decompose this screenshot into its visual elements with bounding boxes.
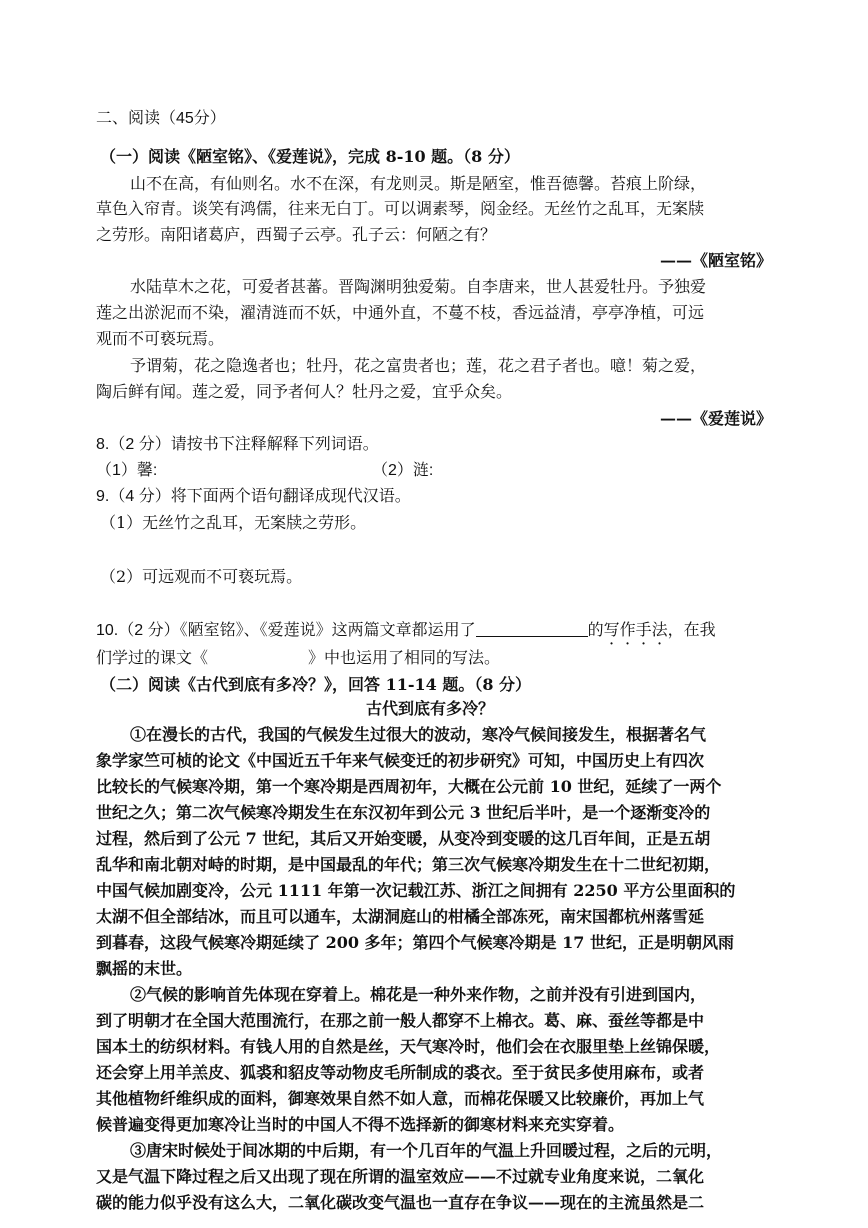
question-10-emphasis: 写作手法 — [603, 622, 668, 639]
article-line: 其他植物纤维织成的面料，御寒效果自然不如人意，而棉花保暖又比较廉价，再加上气 — [96, 1089, 705, 1108]
question-10-text: 们学过的课文《 — [96, 650, 209, 667]
article-line: ③唐宋时候处于间冰期的中后期，有一个几百年的气温上升回暖过程，之后的元明， — [130, 1141, 723, 1160]
article-line: 又是气温下降过程之后又出现了现在所谓的温室效应——不过就专业角度来说，二氧化 — [96, 1167, 705, 1186]
als-line: 观而不可亵玩焉。 — [96, 329, 225, 348]
question-8-item-1: （1）馨: — [96, 462, 158, 479]
article-line: 乱华和南北朝对峙的时期，是中国最乱的年代；第三次气候寒冷期发生在十二世纪初期， — [96, 855, 721, 874]
als-line: 水陆草木之花，可爱者甚蕃。晋陶渊明独爱菊。自李唐来，世人甚爱牡丹。予独爱 — [130, 277, 707, 296]
lsm-line: 山不在高，有仙则名。水不在深，有龙则灵。斯是陋室，惟吾德馨。苔痕上阶绿， — [130, 174, 707, 193]
als-line: 予谓菊，花之隐逸者也；牡丹，花之富贵者也；莲，花之君子者也。噫！菊之爱， — [130, 356, 707, 375]
question-8: 8.（2 分）请按书下注释解释下列词语。 — [96, 436, 379, 453]
als-source: ——《爱莲说》 — [659, 409, 772, 428]
article-line: 候普遍变得更加寒冷让当时的中国人不得不选择新的御寒材料来充实穿着。 — [96, 1115, 625, 1134]
question-10 — [96, 620, 716, 648]
question-10-text: 10.（2 分）《陋室铭》、《爱莲说》这两篇文章都运用了 — [96, 622, 476, 639]
article-line: 到了明朝才在全国大范围流行，在那之前一般人都穿不上棉衣。葛、麻、蚕丝等都是中 — [96, 1011, 705, 1030]
lsm-line: 草色入帘青。谈笑有鸿儒，往来无白丁。可以调素琴，阅金经。无丝竹之乱耳，无案牍 — [96, 199, 705, 218]
article-line: 比较长的气候寒冷期，第一个寒冷期是西周初年，大概在公元前 10 世纪，延续了一两个 — [96, 777, 722, 796]
article-line: 碳的能力似乎没有这么大，二氧化碳改变气温也一直存在争议——现在的主流虽然是二 — [96, 1193, 705, 1212]
article-line: 象学家竺可桢的论文《中国近五千年来气候变迁的初步研究》可知，中国历史上有四次 — [96, 751, 705, 770]
section-heading: 二、阅读（45分） — [96, 110, 226, 127]
article-line: 还会穿上用羊羔皮、狐裘和貂皮等动物皮毛所制成的裘衣。至于贫民多使用麻布，或者 — [96, 1063, 705, 1082]
article-line: 过程，然后到了公元 7 世纪，其后又开始变暖，从变冷到变暖的这几百年间，正是五胡 — [96, 829, 711, 848]
article-line: 太湖不但全部结冰，而且可以通车，太湖洞庭山的柑橘全部冻死，南宋国都杭州落雪延 — [96, 907, 705, 926]
question-10-line-2 — [96, 648, 500, 670]
question-9: 9.（4 分）将下面两个语句翻译成现代汉语。 — [96, 488, 411, 505]
answer-blank[interactable] — [476, 620, 588, 637]
article-line: 世纪之久；第二次气候寒冷期发生在东汉初年到公元 3 世纪后半叶，是一个逐渐变冷的 — [96, 803, 711, 822]
lsm-line: 之劳形。南阳诸葛庐，西蜀子云亭。孔子云：何陋之有？ — [96, 225, 497, 244]
part2-heading: （二）阅读《古代到底有多冷？》，回答 11-14 题。（8 分） — [100, 675, 532, 694]
question-10-text: 》中也运用了相同的写法。 — [308, 650, 501, 667]
article-line: 飘摇的末世。 — [96, 959, 193, 978]
article-line: 中国气候加剧变冷，公元 1111 年第一次记载江苏、浙江之间拥有 2250 平方公里面积的 — [96, 881, 736, 900]
article-line: 国本土的纺织材料。有钱人用的自然是丝，天气寒冷时，他们会在衣服里垫上丝锦保暖， — [96, 1037, 721, 1056]
article-line: 到暮春，这段气候寒冷期延续了 200 多年；第四个气候寒冷期是 17 世纪，正是明朝风雨 — [96, 933, 734, 952]
question-8-item-2: （2）涟: — [372, 462, 434, 479]
question-10-text: ，在我 — [667, 622, 716, 639]
als-line: 陶后鲜有闻。莲之爱，同予者何人？牡丹之爱，宜乎众矣。 — [96, 382, 513, 401]
article-line: ①在漫长的古代，我国的气候发生过很大的波动，寒冷气候间接发生，根据著名气 — [130, 725, 707, 744]
article-line: ②气候的影响首先体现在穿着上。棉花是一种外来作物，之前并没有引进到国内， — [130, 985, 707, 1004]
question-9-item-2: （2）可远观而不可亵玩焉。 — [100, 567, 303, 586]
question-10-text: 的 — [587, 622, 604, 639]
lsm-source: ——《陋室铭》 — [659, 251, 772, 270]
als-line: 莲之出淤泥而不染，濯清涟而不妖，中通外直，不蔓不枝，香远益清，亭亭净植，可远 — [96, 303, 705, 322]
question-9-item-1: （1）无丝竹之乱耳，无案牍之劳形。 — [100, 513, 367, 532]
article-title: 古代到底有多冷？ — [366, 699, 495, 718]
part1-heading: （一）阅读《陋室铭》、《爱莲说》，完成 8-10 题。（8 分） — [100, 147, 520, 166]
